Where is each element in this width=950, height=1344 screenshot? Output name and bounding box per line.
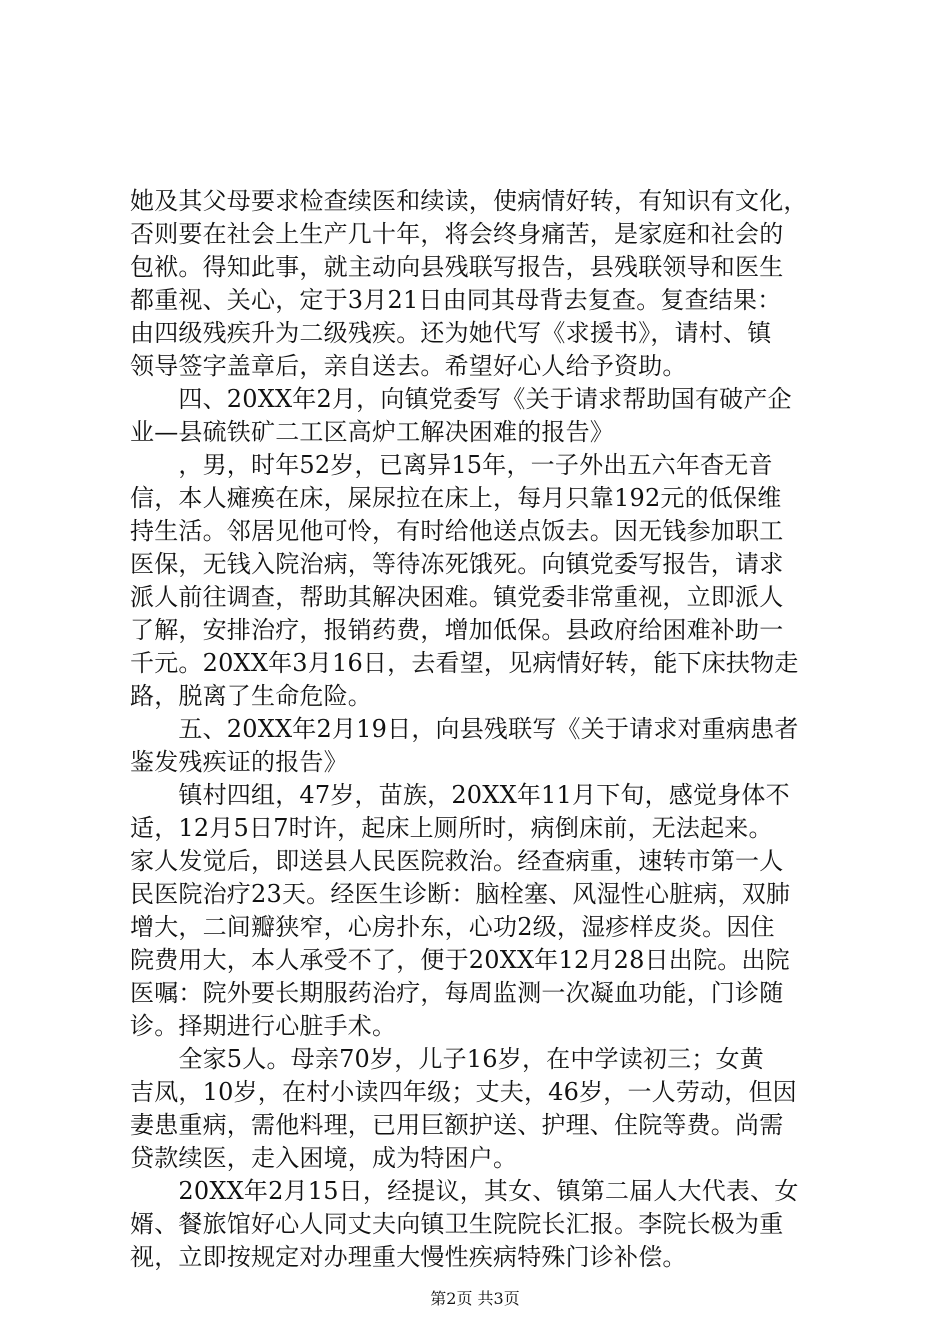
text-line: 贷款续医，走入困境，成为特困户。 [130, 1144, 518, 1172]
text-line: 千元。20XX年3月16日，去看望，见病情好转，能下床扶物走 [130, 649, 799, 677]
text-line: 医嘱：院外要长期服药治疗，每周监测一次凝血功能，门诊随 [130, 979, 784, 1007]
text-line: 院费用大，本人承受不了，便于20XX年12月28日出院。出院 [130, 946, 790, 974]
text-line: 她及其父母要求检查续医和续读，使病情好转，有知识有文化， [130, 187, 808, 215]
text-line: 四、20XX年2月，向镇党委写《关于请求帮助国有破产企 [130, 385, 792, 413]
text-line: 家人发觉后，即送县人民医院救治。经查病重，速转市第一人 [130, 847, 784, 875]
text-line: 全家5人。母亲70岁，儿子16岁，在中学读初三；女黄 [130, 1045, 764, 1073]
text-line: 20XX年2月15日，经提议，其女、镇第二届人大代表、女 [130, 1177, 799, 1205]
text-line: 持生活。邻居见他可怜，有时给他送点饭去。因无钱参加职工 [130, 517, 784, 545]
page-number-footer: 第2页 共3页 [430, 1289, 520, 1308]
text-line: 信，本人瘫痪在床，屎尿拉在床上，每月只靠192元的低保维 [130, 484, 782, 512]
text-line: 诊。择期进行心脏手术。 [130, 1012, 397, 1040]
text-line: 派人前往调查，帮助其解决困难。镇党委非常重视，立即派人 [130, 583, 784, 611]
text-line: 医保，无钱入院治病，等待冻死饿死。向镇党委写报告，请求 [130, 550, 784, 578]
text-line: 适，12月5日7时许，起床上厕所时，病倒床前，无法起来。 [130, 814, 773, 842]
text-line: 吉凤，10岁，在村小读四年级；丈夫，46岁，一人劳动，但因 [130, 1078, 797, 1106]
text-line: 否则要在社会上生产几十年，将会终身痛苦，是家庭和社会的 [130, 220, 784, 248]
text-line: 由四级残疾升为二级残疾。还为她代写《求援书》，请村、镇 [130, 319, 772, 347]
text-line: 包袱。得知此事，就主动向县残联写报告，县残联领导和医生 [130, 253, 784, 281]
text-line: 妻患重病，需他料理，已用巨额护送、护理、住院等费。尚需 [130, 1111, 784, 1139]
text-line: 镇村四组，47岁，苗族，20XX年11月下旬，感觉身体不 [130, 781, 790, 809]
text-line: ，男，时年52岁，已离异15年，一子外出五六年杳无音 [130, 451, 773, 479]
text-line: 路，脱离了生命危险。 [130, 682, 372, 710]
text-line: 增大，二间瓣狭窄，心房扑东，心功2级，湿疹样皮炎。因住 [130, 913, 775, 941]
text-line: 都重视、关心，定于3月21日由同其母背去复查。复查结果： [130, 286, 782, 314]
text-line: 民医院治疗23天。经医生诊断：脑栓塞、风湿性心脏病，双肺 [130, 880, 791, 908]
text-line: 鉴发残疾证的报告》 [130, 748, 348, 776]
text-line: 业—县硫铁矿二工区高炉工解决困难的报告》 [130, 418, 614, 446]
text-line: 婿、餐旅馆好心人同丈夫向镇卫生院院长汇报。李院长极为重 [130, 1210, 784, 1238]
text-line: 了解，安排治疗，报销药费，增加低保。县政府给困难补助一 [130, 616, 784, 644]
text-line: 领导签字盖章后，亲自送去。希望好心人给予资助。 [130, 352, 687, 380]
text-line: 视，立即按规定对办理重大慢性疾病特殊门诊补偿。 [130, 1243, 687, 1271]
text-line: 五、20XX年2月19日，向县残联写《关于请求对重病患者 [130, 715, 799, 743]
